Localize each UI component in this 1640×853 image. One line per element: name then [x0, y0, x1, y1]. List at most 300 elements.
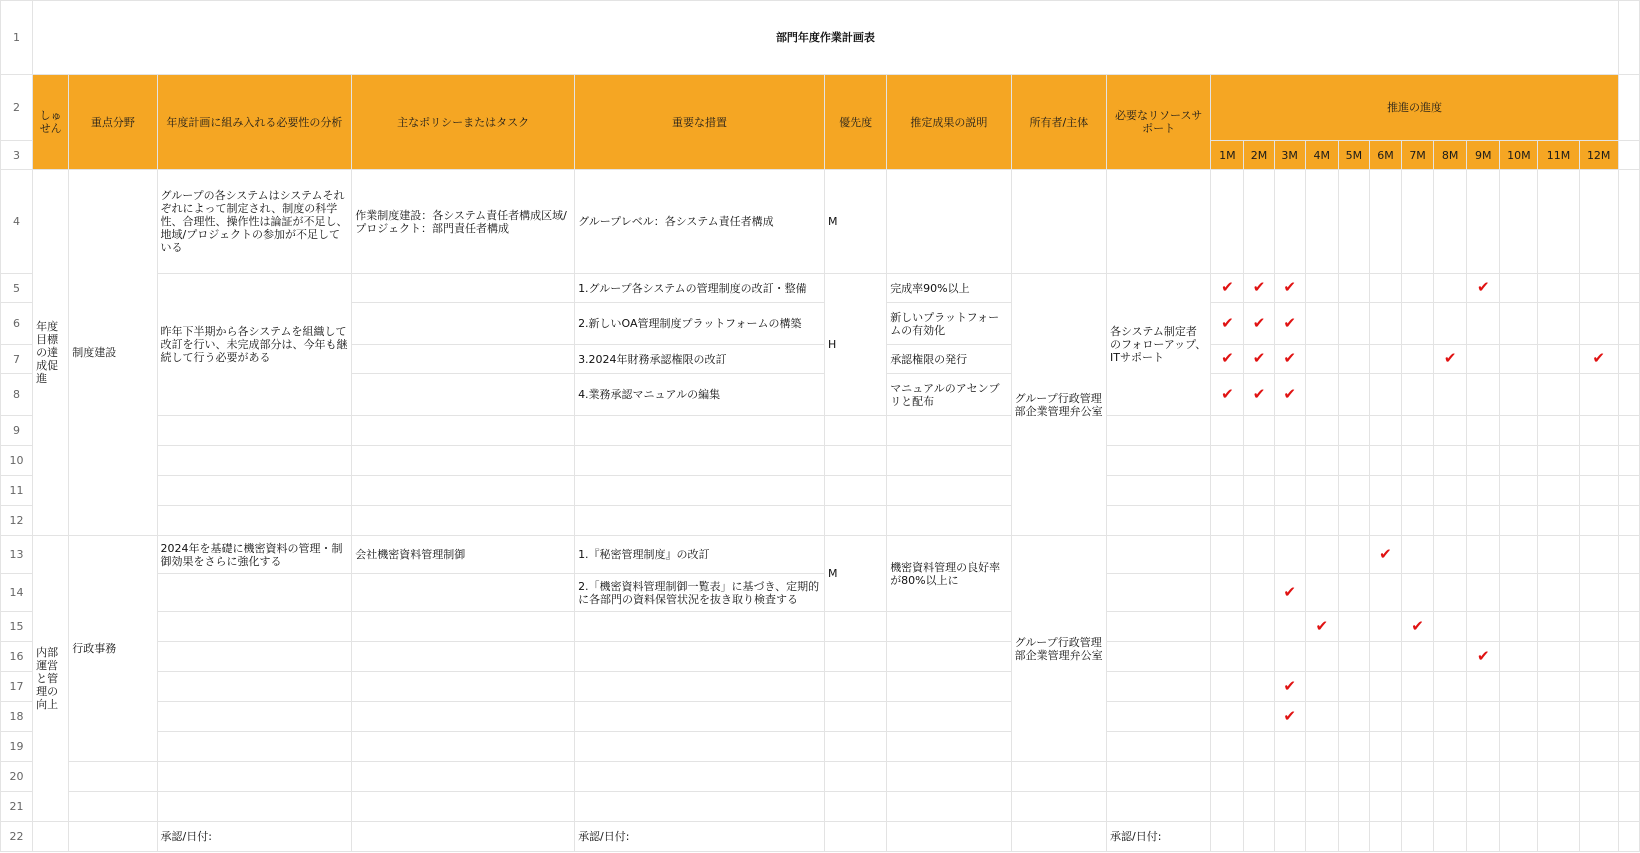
row-number[interactable]: 20: [1, 762, 33, 792]
month-cell[interactable]: [1369, 702, 1401, 732]
month-cell[interactable]: [1338, 672, 1369, 702]
outcome-cell[interactable]: [887, 642, 1011, 672]
month-cell[interactable]: [1538, 702, 1579, 732]
month-cell[interactable]: [1369, 506, 1401, 536]
month-cell[interactable]: [1244, 732, 1274, 762]
month-cell[interactable]: [1305, 345, 1338, 374]
cell[interactable]: [1500, 822, 1538, 852]
priority-cell[interactable]: [824, 642, 886, 672]
month-cell[interactable]: [1434, 476, 1467, 506]
resource-cell[interactable]: [1106, 506, 1210, 536]
header-month[interactable]: 12M: [1579, 141, 1618, 170]
policy-cell[interactable]: [352, 274, 575, 303]
row-number[interactable]: 16: [1, 642, 33, 672]
measure-cell[interactable]: 4.業務承認マニュアルの編集: [575, 374, 825, 416]
header-progress[interactable]: 推進の進度: [1211, 75, 1618, 141]
month-cell[interactable]: [1274, 446, 1305, 476]
outcome-cell[interactable]: マニュアルのアセンブリと配布: [887, 374, 1011, 416]
outcome-cell[interactable]: [887, 732, 1011, 762]
priority-cell[interactable]: [824, 416, 886, 446]
month-cell[interactable]: [1434, 170, 1467, 274]
row-number[interactable]: 6: [1, 303, 33, 345]
cell[interactable]: [1618, 374, 1639, 416]
month-cell[interactable]: [1369, 672, 1401, 702]
month-cell[interactable]: [1538, 170, 1579, 274]
month-cell[interactable]: [1579, 416, 1618, 446]
item-cell[interactable]: 内部運営と管理の向上: [33, 536, 69, 822]
cell[interactable]: [1618, 303, 1639, 345]
header-item[interactable]: しゅせん: [33, 75, 69, 170]
analysis-cell[interactable]: [157, 476, 352, 506]
month-cell[interactable]: [1305, 762, 1338, 792]
month-cell[interactable]: [1274, 732, 1305, 762]
month-cell[interactable]: [1467, 702, 1500, 732]
row-number[interactable]: 13: [1, 536, 33, 574]
cell[interactable]: [1618, 732, 1639, 762]
month-cell[interactable]: [1211, 303, 1244, 345]
month-cell[interactable]: [1369, 170, 1401, 274]
month-cell[interactable]: [1500, 303, 1538, 345]
month-cell[interactable]: [1402, 612, 1434, 642]
priority-cell[interactable]: [824, 476, 886, 506]
month-cell[interactable]: [1579, 476, 1618, 506]
month-cell[interactable]: [1211, 274, 1244, 303]
outcome-cell[interactable]: 新しいプラットフォームの有効化: [887, 303, 1011, 345]
month-cell[interactable]: [1500, 762, 1538, 792]
month-cell[interactable]: [1338, 416, 1369, 446]
row-number[interactable]: 4: [1, 170, 33, 274]
month-cell[interactable]: [1338, 732, 1369, 762]
month-cell[interactable]: [1434, 732, 1467, 762]
month-cell[interactable]: [1369, 762, 1401, 792]
cell[interactable]: [1618, 446, 1639, 476]
resource-cell[interactable]: [1106, 574, 1210, 612]
measure-cell[interactable]: 2.新しいOA管理制度プラットフォームの構築: [575, 303, 825, 345]
month-cell[interactable]: [1244, 612, 1274, 642]
row-number[interactable]: 14: [1, 574, 33, 612]
measure-cell[interactable]: グループレベル：各システム責任者構成: [575, 170, 825, 274]
measure-cell[interactable]: 1.グループ各システムの管理制度の改訂・整備: [575, 274, 825, 303]
month-cell[interactable]: [1274, 762, 1305, 792]
month-cell[interactable]: [1467, 792, 1500, 822]
cell[interactable]: [1618, 75, 1639, 141]
month-cell[interactable]: [1467, 574, 1500, 612]
approval-label[interactable]: 承認/日付:: [157, 822, 352, 852]
measure-cell[interactable]: [575, 446, 825, 476]
month-cell[interactable]: [1402, 702, 1434, 732]
policy-cell[interactable]: [352, 506, 575, 536]
month-cell[interactable]: [1434, 274, 1467, 303]
month-cell[interactable]: [1305, 446, 1338, 476]
row-number[interactable]: 1: [1, 1, 33, 75]
owner-cell[interactable]: グループ行政管理部企業管理弁公室: [1011, 536, 1106, 762]
header-focus[interactable]: 重点分野: [69, 75, 157, 170]
cell[interactable]: [1618, 536, 1639, 574]
month-cell[interactable]: [1500, 672, 1538, 702]
month-cell[interactable]: [1305, 506, 1338, 536]
month-cell[interactable]: [1211, 642, 1244, 672]
cell[interactable]: [1618, 141, 1639, 170]
month-cell[interactable]: [1538, 446, 1579, 476]
month-cell[interactable]: [1274, 374, 1305, 416]
row-number[interactable]: 5: [1, 274, 33, 303]
header-month[interactable]: 1M: [1211, 141, 1244, 170]
month-cell[interactable]: [1538, 374, 1579, 416]
month-cell[interactable]: [1434, 574, 1467, 612]
measure-cell[interactable]: [575, 672, 825, 702]
month-cell[interactable]: [1211, 416, 1244, 446]
month-cell[interactable]: [1402, 345, 1434, 374]
month-cell[interactable]: [1338, 574, 1369, 612]
month-cell[interactable]: [1500, 574, 1538, 612]
resource-cell[interactable]: [1106, 702, 1210, 732]
cell[interactable]: [352, 822, 575, 852]
measure-cell[interactable]: 3.2024年財務承認権限の改訂: [575, 345, 825, 374]
cell[interactable]: [1618, 574, 1639, 612]
month-cell[interactable]: [1369, 303, 1401, 345]
month-cell[interactable]: [1244, 506, 1274, 536]
cell[interactable]: [1618, 506, 1639, 536]
outcome-cell[interactable]: [887, 446, 1011, 476]
month-cell[interactable]: [1244, 702, 1274, 732]
month-cell[interactable]: [1467, 303, 1500, 345]
month-cell[interactable]: [1434, 345, 1467, 374]
policy-cell[interactable]: 作業制度建設：各システム責任者構成区域/プロジェクト：部門責任者構成: [352, 170, 575, 274]
row-number[interactable]: 21: [1, 792, 33, 822]
header-outcome[interactable]: 推定成果の説明: [887, 75, 1011, 170]
month-cell[interactable]: [1338, 792, 1369, 822]
month-cell[interactable]: [1538, 536, 1579, 574]
priority-cell[interactable]: [824, 446, 886, 476]
month-cell[interactable]: [1274, 274, 1305, 303]
measure-cell[interactable]: [575, 762, 825, 792]
month-cell[interactable]: [1402, 374, 1434, 416]
header-month[interactable]: 3M: [1274, 141, 1305, 170]
resource-cell[interactable]: [1106, 476, 1210, 506]
analysis-cell[interactable]: [157, 416, 352, 446]
month-cell[interactable]: [1500, 642, 1538, 672]
outcome-cell[interactable]: [887, 170, 1011, 274]
month-cell[interactable]: [1579, 642, 1618, 672]
outcome-cell[interactable]: 承認権限の発行: [887, 345, 1011, 374]
analysis-cell[interactable]: [157, 642, 352, 672]
month-cell[interactable]: [1538, 303, 1579, 345]
policy-cell[interactable]: [352, 762, 575, 792]
month-cell[interactable]: [1244, 416, 1274, 446]
month-cell[interactable]: [1369, 536, 1401, 574]
analysis-cell[interactable]: [157, 702, 352, 732]
month-cell[interactable]: [1244, 446, 1274, 476]
policy-cell[interactable]: 会社機密資料管理制御: [352, 536, 575, 574]
month-cell[interactable]: [1369, 732, 1401, 762]
row-number[interactable]: 18: [1, 702, 33, 732]
month-cell[interactable]: [1402, 536, 1434, 574]
row-number[interactable]: 9: [1, 416, 33, 446]
month-cell[interactable]: [1467, 416, 1500, 446]
month-cell[interactable]: [1402, 274, 1434, 303]
month-cell[interactable]: [1434, 506, 1467, 536]
cell[interactable]: [1434, 822, 1467, 852]
month-cell[interactable]: [1305, 274, 1338, 303]
month-cell[interactable]: [1244, 536, 1274, 574]
month-cell[interactable]: [1274, 702, 1305, 732]
month-cell[interactable]: [1211, 574, 1244, 612]
priority-cell[interactable]: M: [824, 536, 886, 612]
policy-cell[interactable]: [352, 702, 575, 732]
cell[interactable]: [1467, 822, 1500, 852]
outcome-cell[interactable]: [887, 612, 1011, 642]
cell[interactable]: [1618, 762, 1639, 792]
month-cell[interactable]: [1579, 506, 1618, 536]
month-cell[interactable]: [1369, 476, 1401, 506]
month-cell[interactable]: [1467, 506, 1500, 536]
month-cell[interactable]: [1244, 476, 1274, 506]
analysis-cell[interactable]: [157, 792, 352, 822]
cell[interactable]: [1618, 672, 1639, 702]
month-cell[interactable]: [1434, 303, 1467, 345]
month-cell[interactable]: [1338, 446, 1369, 476]
month-cell[interactable]: [1579, 792, 1618, 822]
analysis-cell[interactable]: 2024年を基礎に機密資料の管理・制御効果をさらに強化する: [157, 536, 352, 574]
month-cell[interactable]: [1369, 446, 1401, 476]
cell[interactable]: [1618, 170, 1639, 274]
month-cell[interactable]: [1305, 536, 1338, 574]
month-cell[interactable]: [1538, 612, 1579, 642]
month-cell[interactable]: [1305, 476, 1338, 506]
month-cell[interactable]: [1579, 446, 1618, 476]
header-priority[interactable]: 優先度: [824, 75, 886, 170]
resource-cell[interactable]: [1106, 792, 1210, 822]
month-cell[interactable]: [1244, 274, 1274, 303]
month-cell[interactable]: [1369, 345, 1401, 374]
cell[interactable]: [1618, 345, 1639, 374]
month-cell[interactable]: [1434, 672, 1467, 702]
header-month[interactable]: 6M: [1369, 141, 1401, 170]
analysis-cell[interactable]: [157, 732, 352, 762]
month-cell[interactable]: [1579, 702, 1618, 732]
month-cell[interactable]: [1305, 574, 1338, 612]
month-cell[interactable]: [1211, 506, 1244, 536]
month-cell[interactable]: [1274, 303, 1305, 345]
priority-cell[interactable]: [824, 702, 886, 732]
month-cell[interactable]: [1369, 274, 1401, 303]
header-month[interactable]: 10M: [1500, 141, 1538, 170]
measure-cell[interactable]: 1.『秘密管理制度』の改訂: [575, 536, 825, 574]
item-cell[interactable]: 年度目標の達成促進: [33, 170, 69, 536]
month-cell[interactable]: [1211, 792, 1244, 822]
month-cell[interactable]: [1579, 574, 1618, 612]
month-cell[interactable]: [1538, 506, 1579, 536]
month-cell[interactable]: [1305, 792, 1338, 822]
month-cell[interactable]: [1305, 702, 1338, 732]
month-cell[interactable]: [1402, 416, 1434, 446]
header-month[interactable]: 9M: [1467, 141, 1500, 170]
month-cell[interactable]: [1467, 274, 1500, 303]
cell[interactable]: [1618, 274, 1639, 303]
cell[interactable]: [1369, 822, 1401, 852]
header-analysis[interactable]: 年度計画に組み入れる必要性の分析: [157, 75, 352, 170]
month-cell[interactable]: [1500, 612, 1538, 642]
cell[interactable]: [1579, 822, 1618, 852]
month-cell[interactable]: [1244, 303, 1274, 345]
analysis-cell[interactable]: [157, 762, 352, 792]
header-measure[interactable]: 重要な措置: [575, 75, 825, 170]
row-number[interactable]: 17: [1, 672, 33, 702]
cell[interactable]: [887, 822, 1011, 852]
policy-cell[interactable]: [352, 574, 575, 612]
month-cell[interactable]: [1402, 506, 1434, 536]
month-cell[interactable]: [1579, 612, 1618, 642]
month-cell[interactable]: [1402, 642, 1434, 672]
month-cell[interactable]: [1211, 762, 1244, 792]
month-cell[interactable]: [1305, 303, 1338, 345]
month-cell[interactable]: [1244, 170, 1274, 274]
priority-cell[interactable]: [824, 792, 886, 822]
month-cell[interactable]: [1305, 416, 1338, 446]
month-cell[interactable]: [1434, 702, 1467, 732]
policy-cell[interactable]: [352, 792, 575, 822]
month-cell[interactable]: [1369, 612, 1401, 642]
month-cell[interactable]: [1402, 476, 1434, 506]
measure-cell[interactable]: [575, 416, 825, 446]
outcome-cell[interactable]: [887, 672, 1011, 702]
month-cell[interactable]: [1467, 672, 1500, 702]
row-number[interactable]: 19: [1, 732, 33, 762]
month-cell[interactable]: [1211, 732, 1244, 762]
owner-cell[interactable]: [1011, 762, 1106, 792]
policy-cell[interactable]: [352, 732, 575, 762]
month-cell[interactable]: [1305, 732, 1338, 762]
month-cell[interactable]: [1434, 446, 1467, 476]
month-cell[interactable]: [1305, 374, 1338, 416]
month-cell[interactable]: [1402, 303, 1434, 345]
month-cell[interactable]: [1211, 170, 1244, 274]
focus-cell[interactable]: 制度建設: [69, 170, 157, 536]
outcome-cell[interactable]: 機密資料管理の良好率が80%以上に: [887, 536, 1011, 612]
month-cell[interactable]: [1434, 642, 1467, 672]
month-cell[interactable]: [1402, 574, 1434, 612]
month-cell[interactable]: [1538, 274, 1579, 303]
resource-cell[interactable]: [1106, 446, 1210, 476]
month-cell[interactable]: [1338, 170, 1369, 274]
month-cell[interactable]: [1338, 702, 1369, 732]
resource-cell[interactable]: [1106, 612, 1210, 642]
month-cell[interactable]: [1579, 274, 1618, 303]
month-cell[interactable]: [1274, 170, 1305, 274]
month-cell[interactable]: [1500, 374, 1538, 416]
priority-cell[interactable]: M: [824, 170, 886, 274]
month-cell[interactable]: [1500, 170, 1538, 274]
month-cell[interactable]: [1244, 574, 1274, 612]
cell[interactable]: [1338, 822, 1369, 852]
resource-cell[interactable]: [1106, 170, 1210, 274]
month-cell[interactable]: [1434, 612, 1467, 642]
month-cell[interactable]: [1579, 345, 1618, 374]
month-cell[interactable]: [1500, 345, 1538, 374]
measure-cell[interactable]: [575, 506, 825, 536]
month-cell[interactable]: [1211, 476, 1244, 506]
resource-cell[interactable]: [1106, 416, 1210, 446]
month-cell[interactable]: [1538, 732, 1579, 762]
cell[interactable]: [1274, 822, 1305, 852]
policy-cell[interactable]: [352, 446, 575, 476]
analysis-cell[interactable]: [157, 574, 352, 612]
month-cell[interactable]: [1434, 374, 1467, 416]
row-number[interactable]: 8: [1, 374, 33, 416]
cell[interactable]: [1244, 822, 1274, 852]
month-cell[interactable]: [1274, 612, 1305, 642]
month-cell[interactable]: [1579, 374, 1618, 416]
row-number[interactable]: 15: [1, 612, 33, 642]
month-cell[interactable]: [1467, 374, 1500, 416]
measure-cell[interactable]: [575, 642, 825, 672]
month-cell[interactable]: [1338, 612, 1369, 642]
month-cell[interactable]: [1274, 642, 1305, 672]
month-cell[interactable]: [1538, 476, 1579, 506]
row-number[interactable]: 11: [1, 476, 33, 506]
month-cell[interactable]: [1500, 416, 1538, 446]
focus-cell[interactable]: [69, 792, 157, 822]
month-cell[interactable]: [1274, 416, 1305, 446]
approval-label[interactable]: 承認/日付:: [1106, 822, 1210, 852]
month-cell[interactable]: [1274, 672, 1305, 702]
month-cell[interactable]: [1369, 792, 1401, 822]
header-month[interactable]: 11M: [1538, 141, 1579, 170]
policy-cell[interactable]: [352, 374, 575, 416]
month-cell[interactable]: [1338, 536, 1369, 574]
policy-cell[interactable]: [352, 345, 575, 374]
cell[interactable]: [1618, 476, 1639, 506]
month-cell[interactable]: [1369, 416, 1401, 446]
month-cell[interactable]: [1305, 642, 1338, 672]
month-cell[interactable]: [1434, 416, 1467, 446]
month-cell[interactable]: [1538, 345, 1579, 374]
month-cell[interactable]: [1338, 642, 1369, 672]
month-cell[interactable]: [1244, 374, 1274, 416]
month-cell[interactable]: [1305, 612, 1338, 642]
cell[interactable]: [1618, 416, 1639, 446]
analysis-cell[interactable]: [157, 446, 352, 476]
outcome-cell[interactable]: [887, 762, 1011, 792]
row-number[interactable]: 22: [1, 822, 33, 852]
cell[interactable]: [1618, 642, 1639, 672]
month-cell[interactable]: [1244, 792, 1274, 822]
policy-cell[interactable]: [352, 612, 575, 642]
outcome-cell[interactable]: [887, 416, 1011, 446]
header-resource[interactable]: 必要なリソースサポート: [1106, 75, 1210, 170]
month-cell[interactable]: [1467, 762, 1500, 792]
month-cell[interactable]: [1500, 446, 1538, 476]
month-cell[interactable]: [1211, 702, 1244, 732]
month-cell[interactable]: [1305, 170, 1338, 274]
month-cell[interactable]: [1402, 446, 1434, 476]
month-cell[interactable]: [1274, 792, 1305, 822]
month-cell[interactable]: [1467, 612, 1500, 642]
month-cell[interactable]: [1538, 574, 1579, 612]
sheet-title[interactable]: 部門年度作業計画表: [33, 1, 1619, 75]
month-cell[interactable]: [1244, 672, 1274, 702]
month-cell[interactable]: [1538, 792, 1579, 822]
month-cell[interactable]: [1244, 762, 1274, 792]
month-cell[interactable]: [1538, 416, 1579, 446]
header-policy[interactable]: 主なポリシーまたはタスク: [352, 75, 575, 170]
month-cell[interactable]: [1338, 476, 1369, 506]
month-cell[interactable]: [1211, 345, 1244, 374]
cell[interactable]: [1211, 822, 1244, 852]
month-cell[interactable]: [1402, 792, 1434, 822]
month-cell[interactable]: [1402, 732, 1434, 762]
month-cell[interactable]: [1538, 642, 1579, 672]
